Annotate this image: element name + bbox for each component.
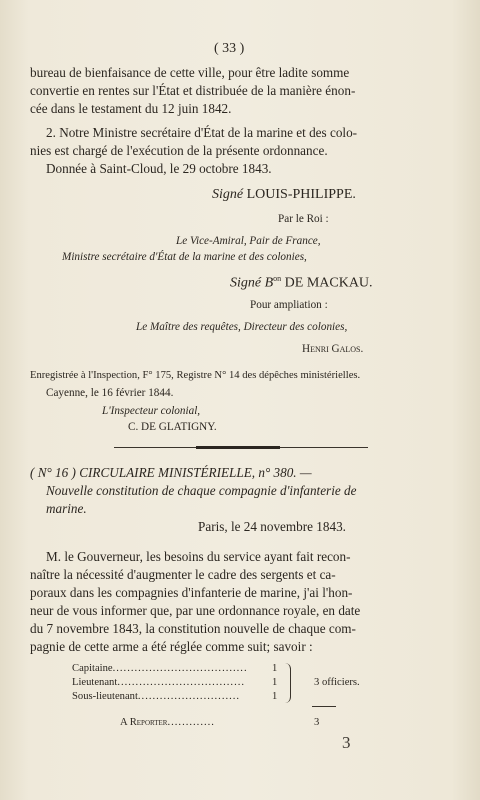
body-line-6: pagnie de cette arme a été réglée comme suit; savoir : bbox=[30, 639, 313, 654]
maitre-title: Le Maître des requêtes, Directeur des colonies, bbox=[136, 321, 348, 333]
circular-heading-3: marine. bbox=[46, 501, 87, 516]
body-line-4: neur de vous informer que, par une ordonnance royale, en date bbox=[30, 603, 361, 618]
body-line-2: naître la nécessité d'augmenter le cadre des sergents et ca- bbox=[30, 567, 336, 582]
officer-value-capitaine: 1 bbox=[272, 663, 278, 674]
separator-rule-center bbox=[196, 446, 280, 449]
list-item: Sous-lieutenant............................ bbox=[72, 691, 241, 702]
officers-brace bbox=[284, 663, 291, 703]
minister-name: DE MACKAU. bbox=[284, 275, 373, 291]
par-le-roi: Par le Roi : bbox=[278, 213, 329, 225]
minister-sup: on bbox=[273, 274, 282, 283]
minister-signature bbox=[230, 270, 373, 292]
registered-line: Enregistrée à l'Inspection, F° 175, Registre N° 14 des dépêches ministérielles. bbox=[30, 370, 361, 381]
para1-line-1: bureau de bienfaisance de cette ville, pour être ladite somme bbox=[30, 65, 350, 80]
officer-label-sous-lieutenant: Sous-lieutenant bbox=[72, 691, 138, 702]
inspector-name: C. DE GLATIGNY. bbox=[128, 421, 217, 433]
page-number: ( 33 ) bbox=[214, 41, 245, 56]
minister-title-1: Le Vice-Amiral, Pair de France, bbox=[176, 235, 321, 247]
minister-title-2: Ministre secrétaire d'État de la marine et des colonies, bbox=[62, 251, 307, 263]
paris-date: Paris, le 24 novembre 1843. bbox=[198, 519, 346, 534]
para1-line-2: convertie en rentes sur l'État et distribuée de la manière énon- bbox=[30, 83, 356, 98]
report-row: A Reporter............. bbox=[120, 717, 215, 728]
list-item: Capitaine..................................... bbox=[72, 663, 248, 674]
circular-heading-1 bbox=[30, 464, 312, 481]
body-line-1: M. le Gouverneur, les besoins du service ayant fait recon- bbox=[46, 549, 351, 564]
report-label: A Reporter bbox=[120, 717, 168, 728]
officer-label-capitaine: Capitaine bbox=[72, 663, 113, 674]
cayenne-date: Cayenne, le 16 février 1844. bbox=[46, 387, 174, 399]
given-at: Donnée à Saint-Cloud, le 29 octobre 1843. bbox=[46, 161, 272, 176]
officer-value-lieutenant: 1 bbox=[272, 677, 278, 688]
sum-rule bbox=[312, 706, 336, 707]
officer-label-lieutenant: Lieutenant bbox=[72, 677, 118, 688]
king-name: LOUIS-PHILIPPE. bbox=[246, 187, 356, 202]
officers-total: 3 officiers. bbox=[314, 677, 360, 688]
inspector-title: L'Inspecteur colonial, bbox=[102, 405, 201, 417]
king-signature bbox=[212, 186, 356, 203]
signe-label: Signé bbox=[212, 187, 244, 202]
para2-line-1: 2. Notre Ministre secrétaire d'État de la marine et des colo- bbox=[46, 125, 358, 140]
ampliation: Pour ampliation : bbox=[250, 299, 328, 311]
galos-name: Henri Galos. bbox=[302, 343, 364, 355]
report-value: 3 bbox=[314, 717, 320, 728]
circular-heading-2: Nouvelle constitution de chaque compagnie d'infanterie de bbox=[46, 483, 357, 498]
para1-line-3: cée dans le testament du 12 juin 1842. bbox=[30, 101, 232, 116]
list-item: Lieutenant................................... bbox=[72, 677, 246, 688]
margin-note: 3 bbox=[342, 733, 351, 752]
minister-sign-label: Signé B bbox=[230, 275, 274, 291]
circular-heading-1-text: ( N° 16 ) CIRCULAIRE MINISTÉRIELLE, n° 380. — bbox=[30, 465, 312, 480]
body-line-3: poraux dans les compagnies d'infanterie de marine, j'ai l'hon- bbox=[30, 585, 353, 600]
body-line-5: du 7 novembre 1843, la constitution nouvelle de chaque com- bbox=[30, 621, 356, 636]
para2-line-2: nies est chargé de l'exécution de la présente ordonnance. bbox=[30, 143, 328, 158]
officer-value-sous-lieutenant: 1 bbox=[272, 691, 278, 702]
